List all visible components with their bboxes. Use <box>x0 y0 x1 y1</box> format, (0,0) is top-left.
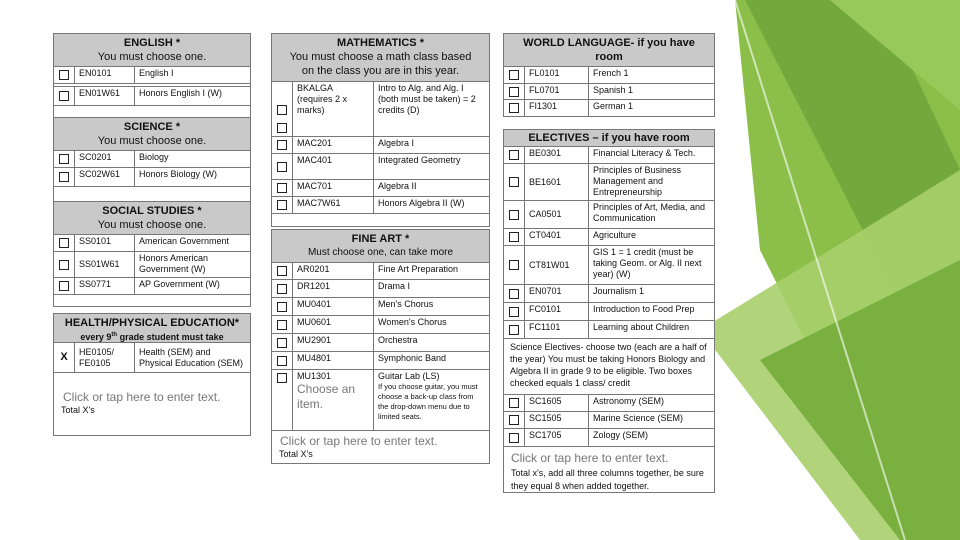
course-name: German 1 <box>593 101 634 111</box>
course-name: Honors American Government (W) <box>139 253 209 274</box>
world-language-title: WORLD LANGUAGE- if you have room <box>523 37 695 63</box>
course-name: Biology <box>139 152 169 162</box>
guitar-row <box>272 370 489 431</box>
course-code: FL0101 <box>525 67 589 83</box>
course-row <box>272 180 489 197</box>
science-electives-note: Science Electives- choose two (each are a half of the year) You must be taking Honors Biology and Algebra II in grade 9 to be eligible. Two boxes checked equals 1 class/ credit <box>504 339 714 395</box>
course-checkbox[interactable] <box>277 373 287 383</box>
course-row <box>272 154 489 180</box>
course-code: MU0401 <box>293 298 374 315</box>
course-row <box>504 147 714 164</box>
text-entry-placeholder[interactable]: Click or tap here to enter text. <box>280 434 438 448</box>
course-code: SS01W61 <box>75 252 135 277</box>
course-row <box>54 343 250 373</box>
course-checkbox[interactable] <box>277 140 287 150</box>
total-label: Total x's, add all three columns together, be sure they equal 8 when added together. <box>511 468 704 491</box>
course-checkbox[interactable] <box>509 87 519 97</box>
course-checkbox[interactable] <box>59 260 69 270</box>
course-name: Journalism 1 <box>593 286 645 296</box>
course-mark[interactable]: X <box>60 351 68 363</box>
text-entry-placeholder[interactable]: Click or tap here to enter text. <box>63 390 221 404</box>
course-code: MU2901 <box>293 334 374 351</box>
guitar-note: If you choose guitar, you must choose a back-up class from the drop-down menu due to limited seats. <box>378 382 478 421</box>
course-checkbox[interactable] <box>509 325 519 335</box>
course-name: Honors English I (W) <box>139 88 223 98</box>
course-row <box>272 263 489 280</box>
course-row <box>504 84 714 100</box>
text-entry-placeholder[interactable]: Click or tap here to enter text. <box>511 451 669 465</box>
fine-art-table <box>271 229 490 464</box>
course-row <box>54 168 250 187</box>
course-code: EN0701 <box>525 285 589 302</box>
electives-header <box>504 130 714 147</box>
course-row <box>54 67 250 84</box>
course-checkbox[interactable] <box>509 307 519 317</box>
electives-table <box>503 129 715 493</box>
course-code: BE1601 <box>525 164 589 200</box>
course-code: MAC201 <box>293 137 374 153</box>
course-row <box>504 100 714 116</box>
course-code: HE0105/ FE0105 <box>75 343 135 372</box>
course-code: DR1201 <box>293 280 374 297</box>
course-name: Intro to Alg. and Alg. I (both must be taken) = 2 credits (D) <box>378 83 476 115</box>
course-code: CT81W01 <box>525 246 589 284</box>
course-code: BKALGA (requires 2 x marks) <box>293 82 374 136</box>
world-language-header <box>504 34 714 67</box>
course-name: Algebra I <box>378 138 415 148</box>
course-row <box>272 137 489 154</box>
total-label: Total X's <box>279 449 313 459</box>
course-name: Learning about Children <box>593 322 690 332</box>
social-studies-table <box>53 201 251 307</box>
electives-title: ELECTIVES – if you have room <box>528 132 690 144</box>
english-subtitle: You must choose one. <box>97 51 207 63</box>
course-checkbox[interactable] <box>59 154 69 164</box>
course-code: MU0601 <box>293 316 374 333</box>
course-code: MAC701 <box>293 180 374 196</box>
fine-art-title: FINE ART * <box>351 233 410 245</box>
course-row <box>504 412 714 429</box>
course-row <box>504 395 714 412</box>
course-name: American Government <box>139 236 230 246</box>
course-checkbox[interactable] <box>59 281 69 291</box>
course-code: BE0301 <box>525 147 589 163</box>
course-code: FC1101 <box>525 321 589 338</box>
world-language-table <box>503 33 715 117</box>
course-code: MU1301 <box>297 371 332 381</box>
course-row <box>272 316 489 334</box>
science-table <box>53 117 251 202</box>
course-row <box>54 278 250 295</box>
course-checkbox[interactable] <box>277 266 287 276</box>
course-name: Astronomy (SEM) <box>593 396 665 406</box>
course-name: Symphonic Band <box>378 353 447 363</box>
course-code: FI1301 <box>525 100 589 116</box>
course-row <box>272 298 489 316</box>
course-row <box>272 352 489 370</box>
science-header <box>54 118 250 151</box>
course-row <box>54 151 250 168</box>
course-name: Financial Literacy & Tech. <box>593 148 696 158</box>
course-row <box>504 321 714 339</box>
course-name: Health (SEM) and Physical Education (SEM) <box>139 346 244 368</box>
course-checkbox[interactable] <box>509 177 519 187</box>
course-code: AR0201 <box>293 263 374 279</box>
course-name: Introduction to Food Prep <box>593 304 695 314</box>
course-code: SC0201 <box>75 151 135 167</box>
course-checkbox[interactable] <box>509 150 519 160</box>
course-code: MAC401 <box>293 154 374 179</box>
english-header <box>54 34 250 67</box>
course-name: Integrated Geometry <box>378 155 461 165</box>
course-name: Drama I <box>378 281 411 291</box>
course-code: SC1605 <box>525 395 589 411</box>
fine-art-subtitle: Must choose one, can take more <box>307 247 454 258</box>
course-row <box>54 87 250 106</box>
course-row <box>504 201 714 229</box>
course-code: FC0101 <box>525 303 589 320</box>
course-code: SC1705 <box>525 429 589 446</box>
course-checkbox[interactable] <box>509 415 519 425</box>
course-code: CA0501 <box>525 201 589 228</box>
course-name: Honors Biology (W) <box>139 169 218 179</box>
course-checkbox[interactable] <box>59 238 69 248</box>
course-checkbox[interactable] <box>59 70 69 80</box>
course-name: Honors Algebra II (W) <box>378 198 465 208</box>
course-code: EN0101 <box>75 67 135 83</box>
course-row <box>504 303 714 321</box>
course-row <box>504 164 714 201</box>
course-checkbox[interactable] <box>509 433 519 443</box>
course-code: CT0401 <box>525 229 589 245</box>
course-name: Zology (SEM) <box>593 430 649 440</box>
health-pe-header <box>54 314 250 343</box>
course-checkbox[interactable] <box>277 200 287 210</box>
course-name: Orchestra <box>378 335 418 345</box>
social-studies-header <box>54 202 250 235</box>
course-checkbox[interactable] <box>277 162 287 172</box>
science-title: SCIENCE * <box>123 121 181 133</box>
mathematics-header <box>272 34 489 82</box>
choose-item-dropdown[interactable]: Choose an item. <box>297 382 356 411</box>
course-row <box>504 429 714 447</box>
course-code: SC02W61 <box>75 168 135 186</box>
mathematics-table <box>271 33 490 227</box>
course-name: Men's Chorus <box>378 299 434 309</box>
course-code: EN01W61 <box>75 87 135 105</box>
mathematics-subtitle: You must choose a math class based on the class you are in this year. <box>289 51 472 77</box>
course-name: Principles of Business Management and Entrepreneurship <box>593 165 682 197</box>
course-name: Marine Science (SEM) <box>593 413 684 423</box>
course-checkbox[interactable] <box>509 70 519 80</box>
guitar-name-cell <box>374 370 489 430</box>
course-row <box>272 197 489 214</box>
course-code: SS0771 <box>75 278 135 294</box>
social-studies-title: SOCIAL STUDIES * <box>102 205 202 217</box>
course-name: GIS 1 = 1 credit (must be taking Geom. or Alg. II next year) (W) <box>593 247 702 279</box>
course-checkbox[interactable] <box>277 302 287 312</box>
course-row <box>272 334 489 352</box>
course-row <box>504 67 714 84</box>
course-checkbox[interactable] <box>509 232 519 242</box>
course-name: Algebra II <box>378 181 417 191</box>
course-checkbox[interactable] <box>509 260 519 270</box>
health-pe-subtitle: every 9th grade student must take <box>80 332 224 342</box>
course-row <box>504 229 714 246</box>
course-row <box>272 82 489 137</box>
course-checkbox[interactable] <box>277 123 287 133</box>
course-name: AP Government (W) <box>139 279 220 289</box>
course-name: Guitar Lab (LS) <box>378 371 440 381</box>
course-name: Fine Art Preparation <box>378 264 459 274</box>
course-checkbox[interactable] <box>277 320 287 330</box>
course-checkbox[interactable] <box>509 398 519 408</box>
course-row <box>272 280 489 298</box>
social-studies-subtitle: You must choose one. <box>97 219 207 231</box>
course-checkbox[interactable] <box>59 172 69 182</box>
course-row <box>54 235 250 252</box>
guitar-code-cell <box>293 370 374 430</box>
course-checkbox[interactable] <box>509 289 519 299</box>
science-subtitle: You must choose one. <box>97 135 207 147</box>
course-name: Spanish 1 <box>593 85 634 95</box>
course-name: Agriculture <box>593 230 637 240</box>
health-pe-table <box>53 313 251 436</box>
english-title: ENGLISH * <box>123 37 181 49</box>
course-name: Women's Chorus <box>378 317 447 327</box>
course-name: French 1 <box>593 68 629 78</box>
course-checkbox[interactable] <box>59 91 69 101</box>
mathematics-title: MATHEMATICS * <box>337 37 424 49</box>
course-checkbox[interactable] <box>509 103 519 113</box>
course-code: FL0701 <box>525 84 589 99</box>
course-name: Principles of Art, Media, and Communication <box>593 202 706 223</box>
course-code: SS0101 <box>75 235 135 251</box>
course-row <box>504 246 714 285</box>
course-code: MAC7W61 <box>293 197 374 213</box>
course-checkbox[interactable] <box>277 183 287 193</box>
course-checkbox[interactable] <box>277 356 287 366</box>
fine-art-header <box>272 230 489 263</box>
total-label: Total X's <box>61 405 95 415</box>
health-pe-title: HEALTH/PHYSICAL EDUCATION* <box>64 317 240 329</box>
course-checkbox[interactable] <box>277 105 287 115</box>
course-name: English I <box>139 68 174 78</box>
course-row <box>54 252 250 278</box>
english-table <box>53 33 251 121</box>
course-checkbox[interactable] <box>509 210 519 220</box>
course-row <box>504 285 714 303</box>
course-checkbox[interactable] <box>277 284 287 294</box>
course-code: SC1505 <box>525 412 589 428</box>
course-code: MU4801 <box>293 352 374 369</box>
course-checkbox[interactable] <box>277 338 287 348</box>
